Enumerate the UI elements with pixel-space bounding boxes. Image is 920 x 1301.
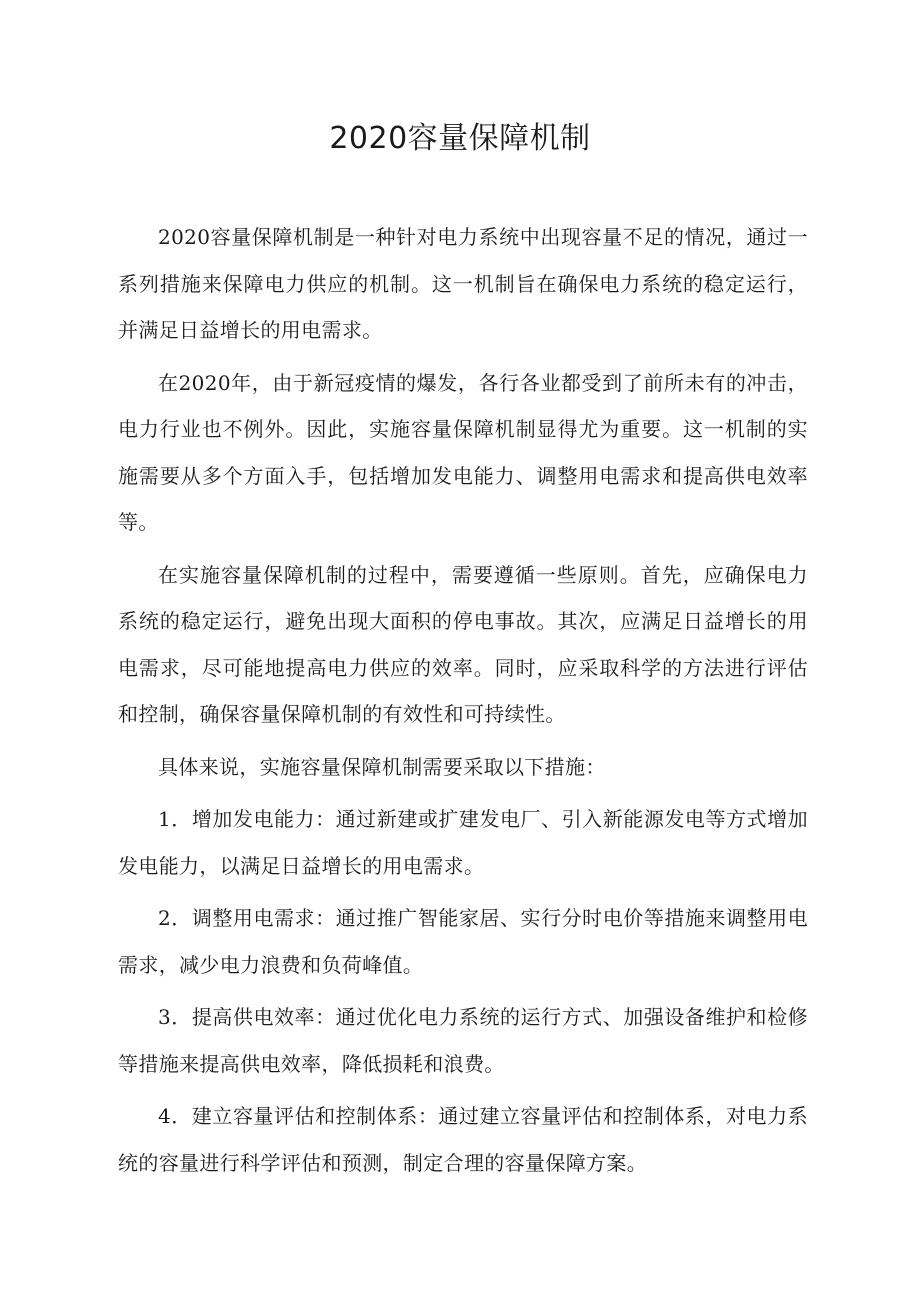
paragraph-measures-intro: 具体来说，实施容量保障机制需要采取以下措施： (158, 754, 606, 779)
page-title: 2020容量保障机制 (329, 121, 591, 156)
paragraph-intro: 2020容量保障机制是一种针对电力系统中出现容量不足的情况，通过一系列措施来保障电力供应的机制。这一机制旨在确保电力系统的稳定运行，并满足日益增长的用电需求。 (118, 225, 808, 342)
list-item-increase-capacity: 1．增加发电能力：通过新建或扩建发电厂、引入新能源发电等方式增加发电能力，以满足日益增长的用电需求。 (118, 807, 808, 878)
list-item-evaluation-system: 4．建立容量评估和控制体系：通过建立容量评估和控制体系，对电力系统的容量进行科学评估和预测，制定合理的容量保障方案。 (118, 1104, 808, 1175)
paragraph-background: 在2020年，由于新冠疫情的爆发，各行各业都受到了前所未有的冲击，电力行业也不例外。因此，实施容量保障机制显得尤为重要。这一机制的实施需要从多个方面入手，包括增加发电能力、调整用电需求和提高供电效率等。 (118, 370, 808, 534)
list-item-improve-efficiency: 3．提高供电效率：通过优化电力系统的运行方式、加强设备维护和检修等措施来提高供电效率，降低损耗和浪费。 (118, 1005, 808, 1076)
paragraph-principles: 在实施容量保障机制的过程中，需要遵循一些原则。首先，应确保电力系统的稳定运行，避免出现大面积的停电事故。其次，应满足日益增长的用电需求，尽可能地提高电力供应的效率。同时，应采取科学的方法进行评估和控制，确保容量保障机制的有效性和可持续性。 (118, 562, 808, 726)
document-body (118, 214, 808, 1192)
list-item-adjust-demand: 2．调整用电需求：通过推广智能家居、实行分时电价等措施来调整用电需求，减少电力浪费和负荷峰值。 (118, 906, 808, 977)
